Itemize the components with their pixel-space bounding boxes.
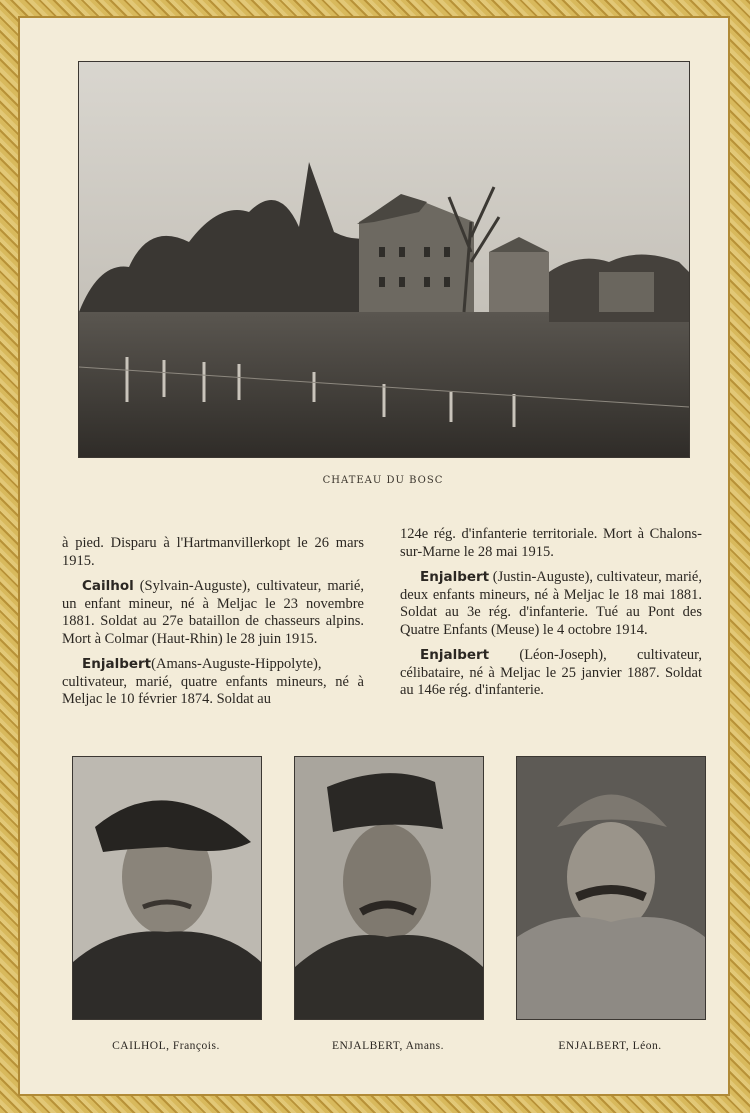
portrait-caption: ENJALBERT, Léon. (558, 1040, 662, 1052)
paragraph (62, 578, 364, 648)
paragraph: 124e rég. d'infanterie territoriale. Mort à Chalons-sur-Marne le 28 mai 1915. (400, 526, 702, 560)
portrait-caption: ENJALBERT, Amans. (331, 1040, 445, 1052)
portrait-image (517, 757, 705, 1019)
portrait-image (295, 757, 483, 1019)
paragraph: à pied. Disparu à l'Hartmanvillerkopt le 26 mars 1915. (62, 535, 364, 569)
surname: Enjalbert (82, 656, 152, 672)
paragraph (400, 569, 702, 639)
text-column-left (62, 535, 364, 717)
portrait-image (73, 757, 261, 1019)
portrait-cailhol (72, 756, 262, 1020)
paragraph-text: (Sylvain-Auguste), cultivateur, marié, un enfant mineur, né à Meljac le 23 novembre 1881. Soldat au 27e bataillon de chasseurs alpins. Mort à Colmar (Haut-Rhin) le 28 juin 1915. (62, 578, 364, 647)
castle-photo (78, 61, 690, 458)
surname: Enjalbert (420, 569, 490, 585)
surname: Enjalbert (420, 647, 490, 663)
paragraph-text: (Justin-Auguste), cultivateur, marié, deux enfants mineurs, né à Meljac le 18 mai 1881. Soldat au 3e rég. d'infanterie. Tué au Pont des Quatre Enfants (Meuse) le 4 octobre 1914. (400, 569, 702, 638)
paragraph (62, 656, 364, 709)
portrait-caption: CAILHOL, François. (112, 1040, 220, 1052)
text-column-right (400, 526, 702, 708)
paragraph-text: (Léon-Joseph), cultivateur, célibataire, né à Meljac le 25 janvier 1887. Soldat au 146e rég. d'infanterie. (400, 647, 702, 698)
surname: Cailhol (82, 578, 134, 594)
paragraph-text: (Amans-Auguste-Hippolyte), cultivateur, marié, quatre enfants mineurs, né à Meljac le 10 février 1874. Soldat au (62, 656, 364, 707)
paragraph (400, 647, 702, 700)
portrait-enjalbert-amans (294, 756, 484, 1020)
castle-photo-image (79, 62, 689, 457)
portrait-enjalbert-leon (516, 756, 706, 1020)
castle-caption: CHATEAU DU BOSC (322, 475, 444, 486)
page (18, 16, 730, 1096)
